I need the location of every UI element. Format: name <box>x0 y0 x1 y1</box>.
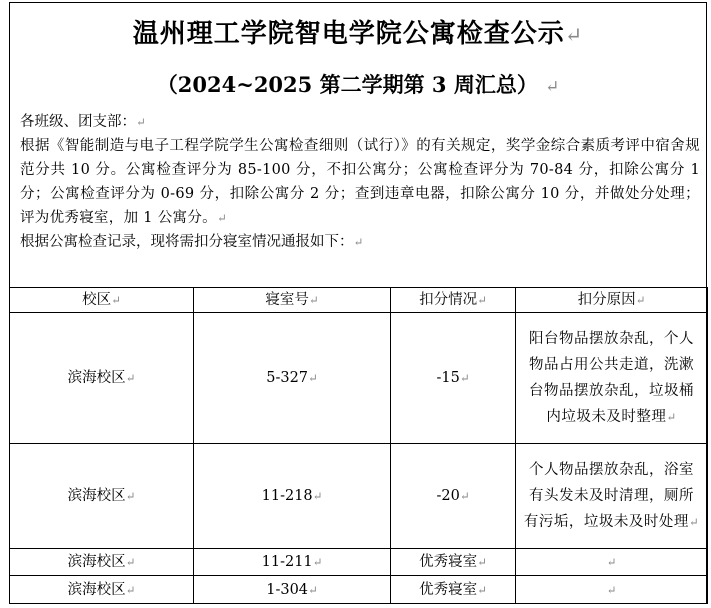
paragraph-mark-icon: ↵ <box>477 555 487 569</box>
paragraph-mark-icon: ↵ <box>125 555 136 569</box>
cell-score: -15↵ <box>391 313 516 444</box>
table-row <box>10 549 708 576</box>
table-row <box>10 444 708 549</box>
document-subtitle <box>10 69 706 99</box>
subtitle-text: （2024~2025 第二学期第 3 周汇总） <box>156 72 538 97</box>
paragraph-mark-icon: ↵ <box>353 235 364 249</box>
paragraph-mark-icon: ↵ <box>606 555 617 569</box>
cell-campus: 滨海校区↵ <box>10 549 194 576</box>
table-header-row <box>10 288 708 313</box>
paragraph-mark-icon: ↵ <box>459 371 470 385</box>
paragraph-mark-icon: ↵ <box>111 293 121 307</box>
document-page <box>9 2 707 604</box>
intro-paragraph <box>20 230 700 254</box>
cell-room: 11-211↵ <box>194 549 391 576</box>
cell-score: 优秀寝室↵ <box>391 576 516 604</box>
cell-campus: 滨海校区↵ <box>10 576 194 604</box>
paragraph-mark-icon: ↵ <box>125 489 136 503</box>
paragraph-mark-icon: ↵ <box>308 582 318 597</box>
cell-score: -20↵ <box>391 444 516 549</box>
intro-text: 根据公寓检查记录，现将需扣分寝室情况通报如下： <box>20 234 354 250</box>
header-reason: 扣分原因↵ <box>516 288 708 313</box>
paragraph-mark-icon: ↵ <box>666 410 677 424</box>
cell-campus: 滨海校区↵ <box>10 313 194 444</box>
paragraph-mark-icon: ↵ <box>477 293 487 307</box>
deduction-table <box>9 287 708 604</box>
paragraph-mark-icon: ↵ <box>136 115 146 129</box>
table-row <box>10 576 708 604</box>
cell-room: 1-304↵ <box>194 576 391 604</box>
cell-campus: 滨海校区↵ <box>10 444 194 549</box>
cell-reason <box>516 549 708 576</box>
paragraph-mark-icon: ↵ <box>308 371 318 385</box>
cell-reason <box>516 576 708 604</box>
paragraph-mark-icon: ↵ <box>606 582 617 597</box>
paragraph-mark-icon: ↵ <box>125 582 136 597</box>
cell-score: 优秀寝室↵ <box>391 549 516 576</box>
salutation-text: 各班级、团支部： <box>20 114 136 130</box>
title-text: 温州理工学院智电学院公寓检查公示 <box>132 19 565 49</box>
paragraph-mark-icon: ↵ <box>312 489 323 503</box>
cell-room: 5-327↵ <box>194 313 391 444</box>
paragraph-mark-icon: ↵ <box>477 582 487 597</box>
salutation <box>20 110 700 134</box>
notice-body <box>20 110 700 254</box>
paragraph-mark-icon: ↵ <box>545 76 560 96</box>
document-title <box>10 13 706 50</box>
rules-text: 根据《智能制造与电子工程学院学生公寓检查细则（试行）》的有关规定，奖学金综合素质考评中宿舍规范分共 10 分。公寓检查评分为 85-100 分，不扣公寓分；公寓检查评分为 70-84 分，扣除公寓分 1 分；公寓检查评分为 0-69 分，扣除公寓分 2 分；查到违章电器，扣除公寓分 10 分，并做处分处理；评为优秀寝室，加 1 公寓分。 <box>20 138 700 226</box>
header-room: 寝室号↵ <box>194 288 391 313</box>
paragraph-mark-icon: ↵ <box>564 23 584 47</box>
header-score: 扣分情况↵ <box>391 288 516 313</box>
header-campus: 校区↵ <box>10 288 194 313</box>
cell-room: 11-218↵ <box>194 444 391 549</box>
paragraph-mark-icon: ↵ <box>312 555 323 569</box>
table-row <box>10 313 708 444</box>
paragraph-mark-icon: ↵ <box>459 489 470 503</box>
paragraph-mark-icon: ↵ <box>688 515 700 529</box>
cell-reason: 阳台物品摆放杂乱，个人物品占用公共走道，洗漱台物品摆放杂乱，垃圾桶内垃圾未及时整理↵ <box>516 313 708 444</box>
cell-reason: 个人物品摆放杂乱，浴室有头发未及时清理，厕所有污垢，垃圾未及时处理↵ <box>516 444 708 549</box>
paragraph-mark-icon: ↵ <box>125 371 136 385</box>
paragraph-mark-icon: ↵ <box>216 211 227 225</box>
paragraph-mark-icon: ↵ <box>308 293 319 307</box>
paragraph-mark-icon: ↵ <box>635 293 646 307</box>
rules-paragraph <box>20 134 700 230</box>
